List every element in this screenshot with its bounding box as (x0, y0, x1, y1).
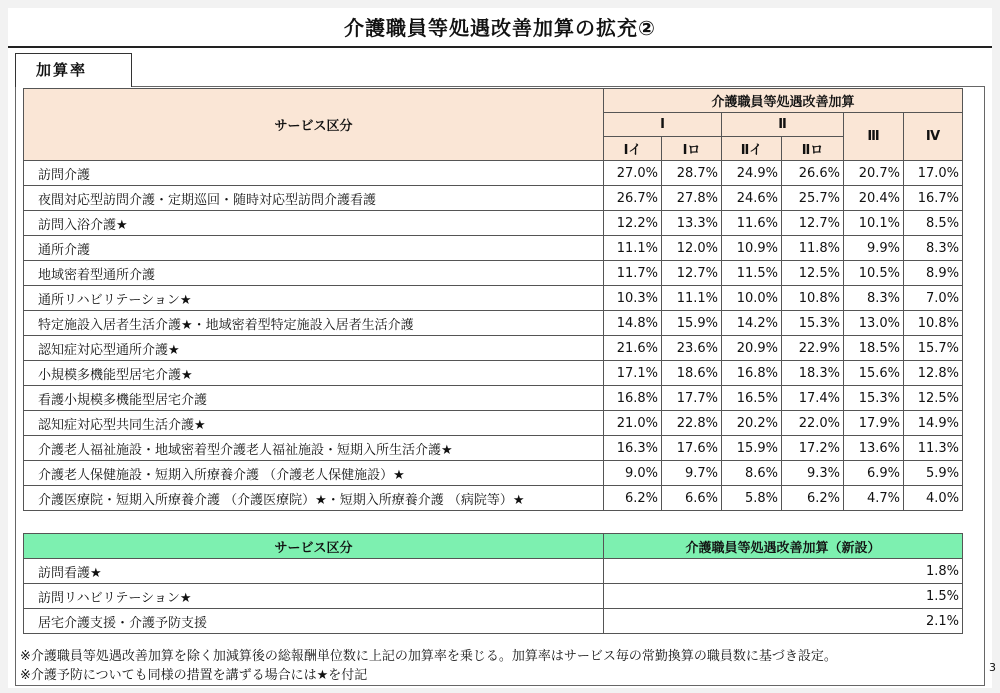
rate-cell: 10.5% (844, 261, 904, 286)
rate-cell: 13.6% (844, 436, 904, 461)
rate-cell: 8.9% (904, 261, 963, 286)
service-name: 認知症対応型通所介護★ (24, 336, 604, 361)
rate-cell: 8.3% (844, 286, 904, 311)
header-I: Ⅰ (604, 113, 722, 137)
rate-cell: 13.0% (844, 311, 904, 336)
rate-cell: 11.3% (904, 436, 963, 461)
header-Ib: Ⅰロ (662, 137, 722, 161)
rate-cell: 4.7% (844, 486, 904, 511)
table-row (24, 161, 963, 186)
rate-cell: 11.8% (782, 236, 844, 261)
rate-cell: 5.8% (722, 486, 782, 511)
header-service: サービス区分 (24, 89, 604, 161)
service-name: 地域密着型通所介護 (24, 261, 604, 286)
service-name: 介護老人保健施設・短期入所療養介護 （介護老人保健施設）★ (24, 461, 604, 486)
rate-cell: 10.8% (904, 311, 963, 336)
rate-cell: 11.5% (722, 261, 782, 286)
rate-cell: 11.1% (604, 236, 662, 261)
rate-cell: 15.9% (662, 311, 722, 336)
rate-cell: 17.9% (844, 411, 904, 436)
rate-cell: 1.8% (604, 559, 963, 584)
rate-cell: 18.3% (782, 361, 844, 386)
rate-cell: 20.4% (844, 186, 904, 211)
rate-cell: 12.5% (904, 386, 963, 411)
service-name: 居宅介護支援・介護予防支援 (24, 609, 604, 634)
rate-cell: 27.0% (604, 161, 662, 186)
note-1: ※介護職員等処遇改善加算を除く加減算後の総報酬単位数に上記の加算率を乗じる。加算率はサービス毎の常勤換算の職員数に基づき設定。 (20, 649, 837, 664)
header-II: Ⅱ (722, 113, 844, 137)
table-row (24, 486, 963, 511)
rate-cell: 14.8% (604, 311, 662, 336)
rate-cell: 8.6% (722, 461, 782, 486)
rate-cell: 15.7% (904, 336, 963, 361)
rate-cell: 1.5% (604, 584, 963, 609)
header-service-2: サービス区分 (24, 534, 604, 559)
table-row (24, 411, 963, 436)
rate-cell: 9.9% (844, 236, 904, 261)
rate-cell: 28.7% (662, 161, 722, 186)
rate-cell: 26.6% (782, 161, 844, 186)
table-row (24, 386, 963, 411)
rate-cell: 9.3% (782, 461, 844, 486)
header-group: 介護職員等処遇改善加算 (604, 89, 963, 113)
service-name: 看護小規模多機能型居宅介護 (24, 386, 604, 411)
rate-cell: 12.0% (662, 236, 722, 261)
table-row (24, 286, 963, 311)
rate-cell: 18.6% (662, 361, 722, 386)
rate-cell: 26.7% (604, 186, 662, 211)
rate-cell: 23.6% (662, 336, 722, 361)
rate-cell: 12.7% (782, 211, 844, 236)
rate-cell: 15.9% (722, 436, 782, 461)
rate-cell: 24.6% (722, 186, 782, 211)
service-name: 特定施設入居者生活介護★・地域密着型特定施設入居者生活介護 (24, 311, 604, 336)
table-row (24, 361, 963, 386)
table-row (24, 559, 963, 584)
note-2: ※介護予防についても同様の措置を講ずる場合には★を付記 (20, 668, 368, 683)
rate-cell: 25.7% (782, 186, 844, 211)
rate-cell: 22.9% (782, 336, 844, 361)
rate-cell: 16.3% (604, 436, 662, 461)
rate-cell: 22.0% (782, 411, 844, 436)
rate-cell: 6.6% (662, 486, 722, 511)
section-label: 加算率 (15, 53, 132, 87)
table-row (24, 211, 963, 236)
rate-cell: 14.9% (904, 411, 963, 436)
rate-cell: 16.8% (604, 386, 662, 411)
rate-cell: 15.3% (844, 386, 904, 411)
rate-cell: 12.7% (662, 261, 722, 286)
table-row (24, 261, 963, 286)
rate-cell: 9.0% (604, 461, 662, 486)
table-row (24, 461, 963, 486)
title-underline (8, 46, 992, 48)
rate-cell: 17.1% (604, 361, 662, 386)
rate-cell: 18.5% (844, 336, 904, 361)
rate-cell: 17.4% (782, 386, 844, 411)
rate-cell: 10.9% (722, 236, 782, 261)
service-name: 認知症対応型共同生活介護★ (24, 411, 604, 436)
header-rate-2: 介護職員等処遇改善加算（新設） (604, 534, 963, 559)
rate-cell: 6.9% (844, 461, 904, 486)
rate-cell: 21.0% (604, 411, 662, 436)
rate-cell: 20.7% (844, 161, 904, 186)
rate-cell: 22.8% (662, 411, 722, 436)
rate-cell: 14.2% (722, 311, 782, 336)
rate-cell: 11.1% (662, 286, 722, 311)
rate-cell: 27.8% (662, 186, 722, 211)
table-row (24, 311, 963, 336)
rate-cell: 16.7% (904, 186, 963, 211)
rate-cell: 2.1% (604, 609, 963, 634)
rate-cell: 24.9% (722, 161, 782, 186)
service-name: 訪問入浴介護★ (24, 211, 604, 236)
rate-cell: 4.0% (904, 486, 963, 511)
table-row (24, 336, 963, 361)
rate-cell: 13.3% (662, 211, 722, 236)
table-row (24, 609, 963, 634)
rate-cell: 5.9% (904, 461, 963, 486)
page-title: 介護職員等処遇改善加算の拡充② (344, 16, 656, 40)
rate-cell: 12.2% (604, 211, 662, 236)
rate-cell: 17.7% (662, 386, 722, 411)
header-III: Ⅲ (844, 113, 904, 161)
rate-cell: 9.7% (662, 461, 722, 486)
new-rate-table (23, 533, 963, 634)
header-IV: Ⅳ (904, 113, 963, 161)
header-IIa: Ⅱイ (722, 137, 782, 161)
rate-cell: 21.6% (604, 336, 662, 361)
rate-table-body (24, 161, 963, 511)
rate-cell: 12.5% (782, 261, 844, 286)
rate-cell: 8.5% (904, 211, 963, 236)
new-rate-table-body (24, 559, 963, 634)
table-row (24, 186, 963, 211)
rate-cell: 11.6% (722, 211, 782, 236)
service-name: 訪問看護★ (24, 559, 604, 584)
rate-cell: 10.3% (604, 286, 662, 311)
service-name: 夜間対応型訪問介護・定期巡回・随時対応型訪問介護看護 (24, 186, 604, 211)
service-name: 訪問リハビリテーション★ (24, 584, 604, 609)
rate-table (23, 88, 963, 511)
rate-cell: 12.8% (904, 361, 963, 386)
rate-cell: 7.0% (904, 286, 963, 311)
rate-cell: 20.9% (722, 336, 782, 361)
table-row (24, 584, 963, 609)
rate-cell: 10.8% (782, 286, 844, 311)
rate-cell: 10.0% (722, 286, 782, 311)
rate-cell: 16.5% (722, 386, 782, 411)
service-name: 介護老人福祉施設・地域密着型介護老人福祉施設・短期入所生活介護★ (24, 436, 604, 461)
page-number: 3 (989, 661, 996, 674)
rate-cell: 11.7% (604, 261, 662, 286)
rate-cell: 10.1% (844, 211, 904, 236)
rate-cell: 17.0% (904, 161, 963, 186)
service-name: 介護医療院・短期入所療養介護 （介護医療院）★・短期入所療養介護 （病院等）★ (24, 486, 604, 511)
service-name: 小規模多機能型居宅介護★ (24, 361, 604, 386)
service-name: 通所リハビリテーション★ (24, 286, 604, 311)
rate-cell: 6.2% (604, 486, 662, 511)
rate-cell: 15.6% (844, 361, 904, 386)
rate-cell: 20.2% (722, 411, 782, 436)
rate-cell: 8.3% (904, 236, 963, 261)
rate-cell: 17.2% (782, 436, 844, 461)
header-Ia: Ⅰイ (604, 137, 662, 161)
header-IIb: Ⅱロ (782, 137, 844, 161)
service-name: 訪問介護 (24, 161, 604, 186)
rate-cell: 16.8% (722, 361, 782, 386)
table-row (24, 236, 963, 261)
rate-cell: 17.6% (662, 436, 722, 461)
table-row (24, 436, 963, 461)
rate-cell: 6.2% (782, 486, 844, 511)
service-name: 通所介護 (24, 236, 604, 261)
rate-cell: 15.3% (782, 311, 844, 336)
